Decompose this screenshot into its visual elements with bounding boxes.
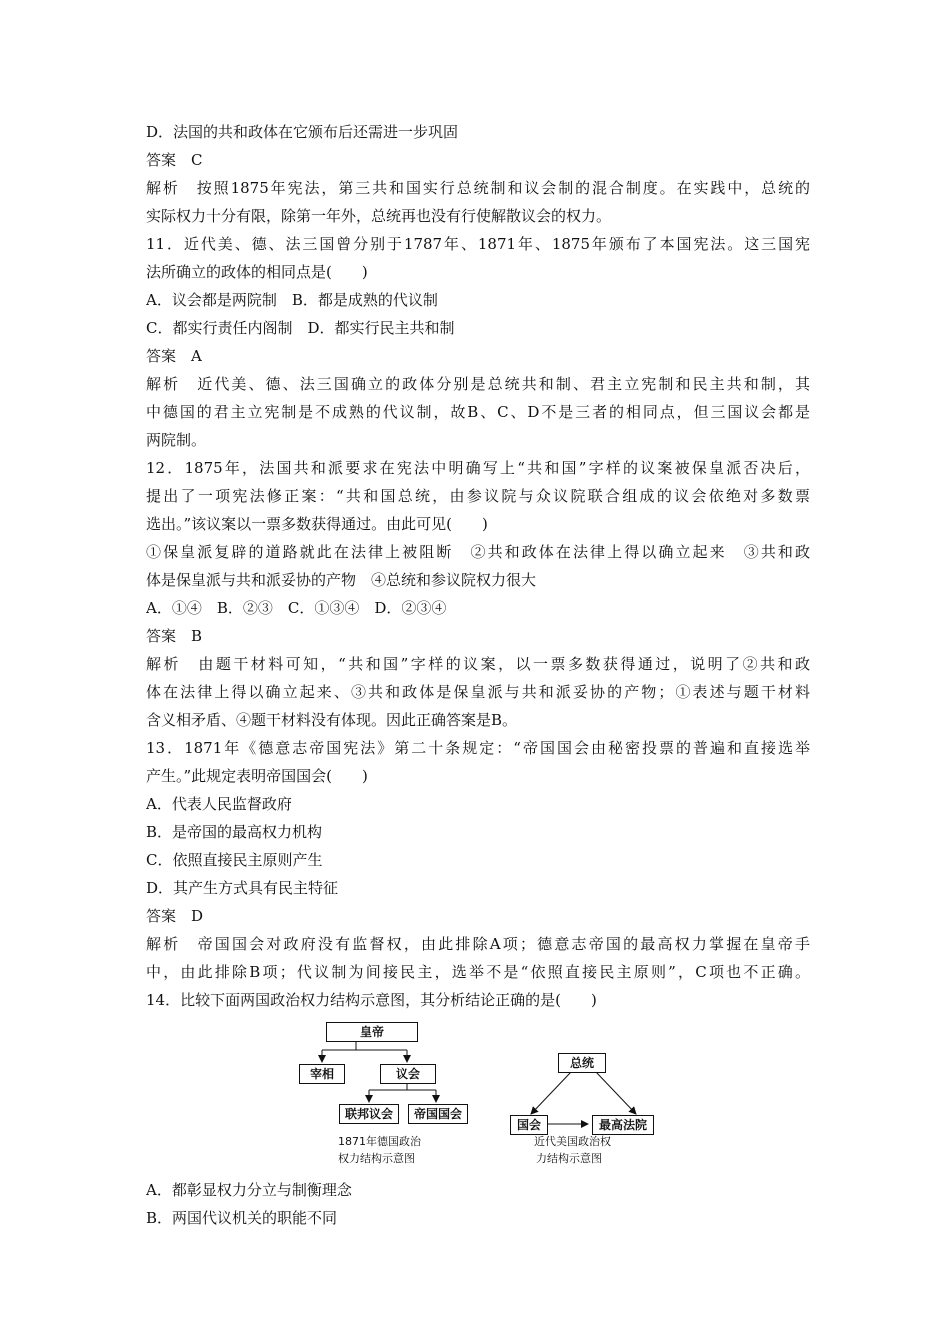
option-line: C．依照直接民主原则产生	[146, 851, 323, 869]
text-line: 产生。”此规定表明帝国国会( )	[146, 767, 368, 785]
text-line: D．法国的共和政体在它颁布后还需进一步巩固	[146, 123, 459, 141]
answer-line: 答案 B	[146, 627, 203, 645]
germany-caption: 1871年德国政治	[338, 1135, 421, 1148]
text-line: ①保皇派复辟的道路就此在法律上被阻断 ②共和政体在法律上得以确立起来 ③共和政	[146, 543, 810, 561]
chancellor-box: 宰相	[299, 1064, 345, 1084]
option-line: A．①④ B．②③ C．①③④ D．②③④	[146, 599, 447, 617]
diagram-connectors	[146, 1018, 810, 1176]
option-line: B．两国代议机关的职能不同	[146, 1209, 338, 1227]
option-line: D．其产生方式具有民主特征	[146, 879, 339, 897]
text-line: 解析 按照1875年宪法，第三共和国实行总统制和议会制的混合制度。在实践中，总统的	[146, 179, 810, 197]
option-line: B．是帝国的最高权力机构	[146, 823, 323, 841]
usa-caption: 力结构示意图	[536, 1152, 602, 1165]
text-line: 体在法律上得以确立起来、③共和政体是保皇派与共和派妥协的产物；①表述与题干材料	[146, 683, 810, 701]
answer-line: 答案 C	[146, 151, 203, 169]
document-page	[146, 118, 810, 1232]
text-line: 体是保皇派与共和派妥协的产物 ④总统和参议院权力很大	[146, 571, 537, 589]
option-line: A．代表人民监督政府	[146, 795, 292, 813]
question-13-stem: 13．1871年《德意志帝国宪法》第二十条规定：“帝国国会由秘密投票的普遍和直接选举	[146, 739, 810, 757]
question-11-stem: 11．近代美、德、法三国曾分别于1787年、1871年、1875年颁布了本国宪法。这三国宪	[146, 235, 810, 253]
emperor-box: 皇帝	[326, 1022, 418, 1042]
text-line: 中德国的君主立宪制是不成熟的代议制，故B、C、D不是三者的相同点，但三国议会都是	[146, 403, 810, 421]
text-line: 解析 近代美、德、法三国确立的政体分别是总统共和制、君主立宪制和民主共和制，其	[146, 375, 810, 393]
option-line: A．都彰显权力分立与制衡理念	[146, 1181, 352, 1199]
parliament-box: 议会	[380, 1064, 436, 1084]
usa-caption: 近代美国政治权	[534, 1135, 611, 1148]
bundesrat-box: 联邦议会	[339, 1104, 399, 1124]
power-structure-diagrams	[146, 1018, 810, 1176]
text-line: 实际权力十分有限，除第一年外，总统再也没有行使解散议会的权力。	[146, 207, 612, 225]
text-line: 含义相矛盾、④题干材料没有体现。因此正确答案是B。	[146, 711, 518, 729]
text-line: 法所确立的政体的相同点是( )	[146, 263, 368, 281]
text-line: 解析 帝国国会对政府没有监督权，由此排除A项；德意志帝国的最高权力掌握在皇帝手	[146, 935, 810, 953]
question-12-stem: 12．1875年，法国共和派要求在宪法中明确写上“共和国”字样的议案被保皇派否决后，	[146, 459, 810, 477]
answer-line: 答案 A	[146, 347, 202, 365]
congress-box: 国会	[510, 1115, 548, 1135]
president-box: 总统	[558, 1053, 606, 1073]
text-line: 选出。”该议案以一票多数获得通过。由此可见( )	[146, 515, 488, 533]
text-line: 中，由此排除B项；代议制为间接民主，选举不是“依照直接民主原则”，C项也不正确。	[146, 963, 810, 981]
text-line: 提出了一项宪法修正案：“共和国总统，由参议院与众议院联合组成的议会依绝对多数票	[146, 487, 810, 505]
option-line: A．议会都是两院制 B．都是成熟的代议制	[146, 291, 438, 309]
germany-caption: 权力结构示意图	[338, 1152, 415, 1165]
text-line: 解析 由题干材料可知，“共和国”字样的议案，以一票多数获得通过，说明了②共和政	[146, 655, 810, 673]
question-14-stem: 14．比较下面两国政治权力结构示意图，其分析结论正确的是( )	[146, 991, 597, 1009]
text-line: 两院制。	[146, 431, 207, 449]
reichstag-box: 帝国国会	[408, 1104, 468, 1124]
answer-line: 答案 D	[146, 907, 204, 925]
supreme-court-box: 最高法院	[592, 1115, 654, 1135]
option-line: C．都实行责任内阁制 D．都实行民主共和制	[146, 319, 455, 337]
